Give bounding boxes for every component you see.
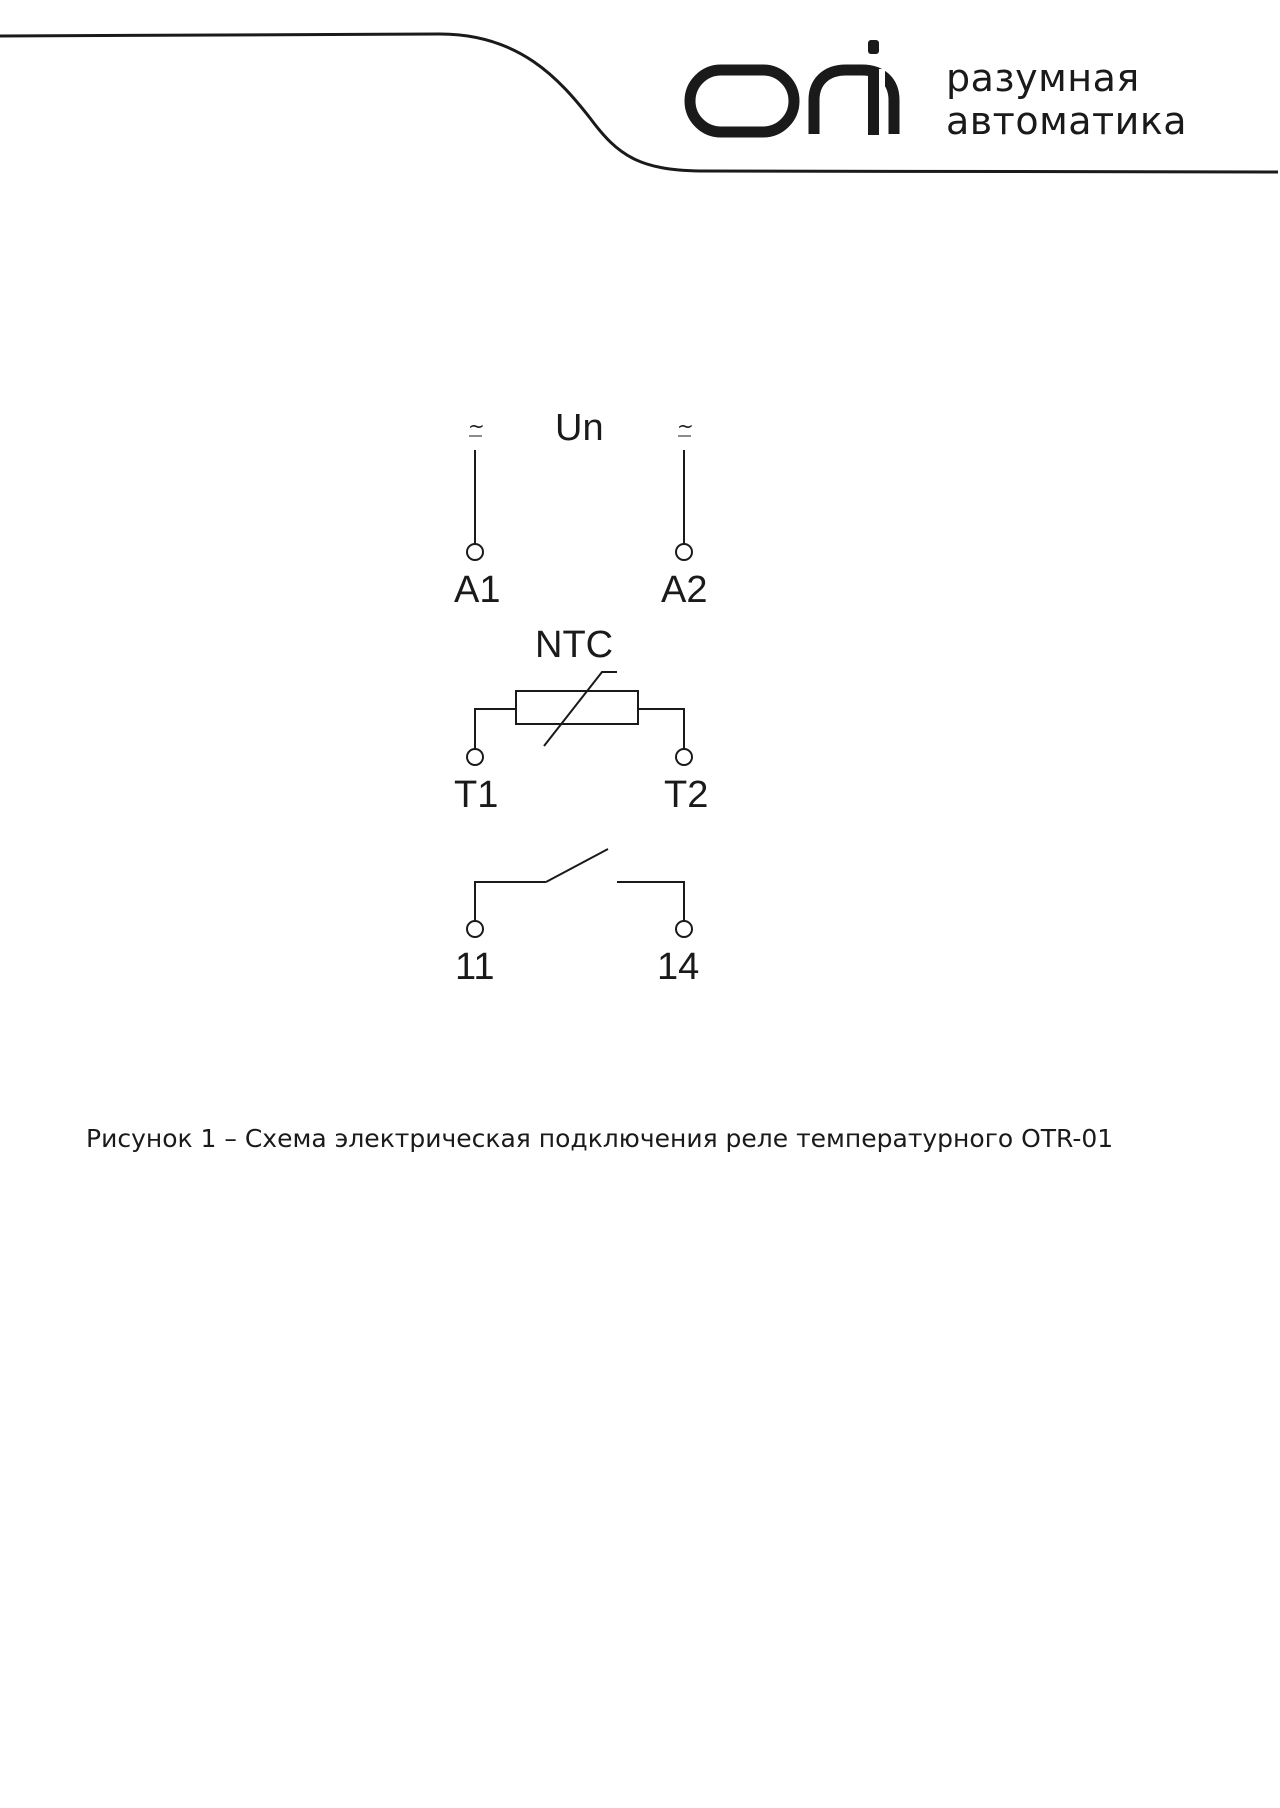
terminal-t2-dot [676, 749, 692, 765]
terminal-a1-dot [467, 544, 483, 560]
terminal-t1-dot [467, 749, 483, 765]
terminal-14-dot [676, 921, 692, 937]
terminal-a1-label: A1 [454, 569, 501, 611]
contact-switch-blade [546, 849, 608, 882]
supply-voltage-label: Un [555, 407, 604, 449]
figure-caption: Рисунок 1 – Схема электрическая подключения реле температурного OTR-01 [86, 1124, 1114, 1153]
terminal-a2-dot [676, 544, 692, 560]
brand-tagline-line-2: автоматика [946, 99, 1188, 143]
ntc-resistor-body [516, 691, 638, 724]
terminal-a2-label: A2 [661, 569, 708, 611]
ac-symbol-left: ~ [468, 414, 485, 438]
terminal-11-label: 11 [455, 946, 495, 988]
terminal-t2-label: T2 [664, 774, 709, 816]
ntc-lead-t2 [638, 709, 684, 749]
terminal-11-dot [467, 921, 483, 937]
ntc-lead-t1 [475, 709, 516, 749]
brand-tagline-line-1: разумная [946, 56, 1140, 100]
contact-lead-14 [617, 882, 684, 921]
ac-symbol-right: ~ [677, 414, 694, 438]
ntc-sensor-label: NTC [535, 624, 614, 666]
terminal-t1-label: T1 [454, 774, 499, 816]
contact-lead-11 [475, 882, 546, 921]
terminal-14-label: 14 [657, 946, 700, 988]
